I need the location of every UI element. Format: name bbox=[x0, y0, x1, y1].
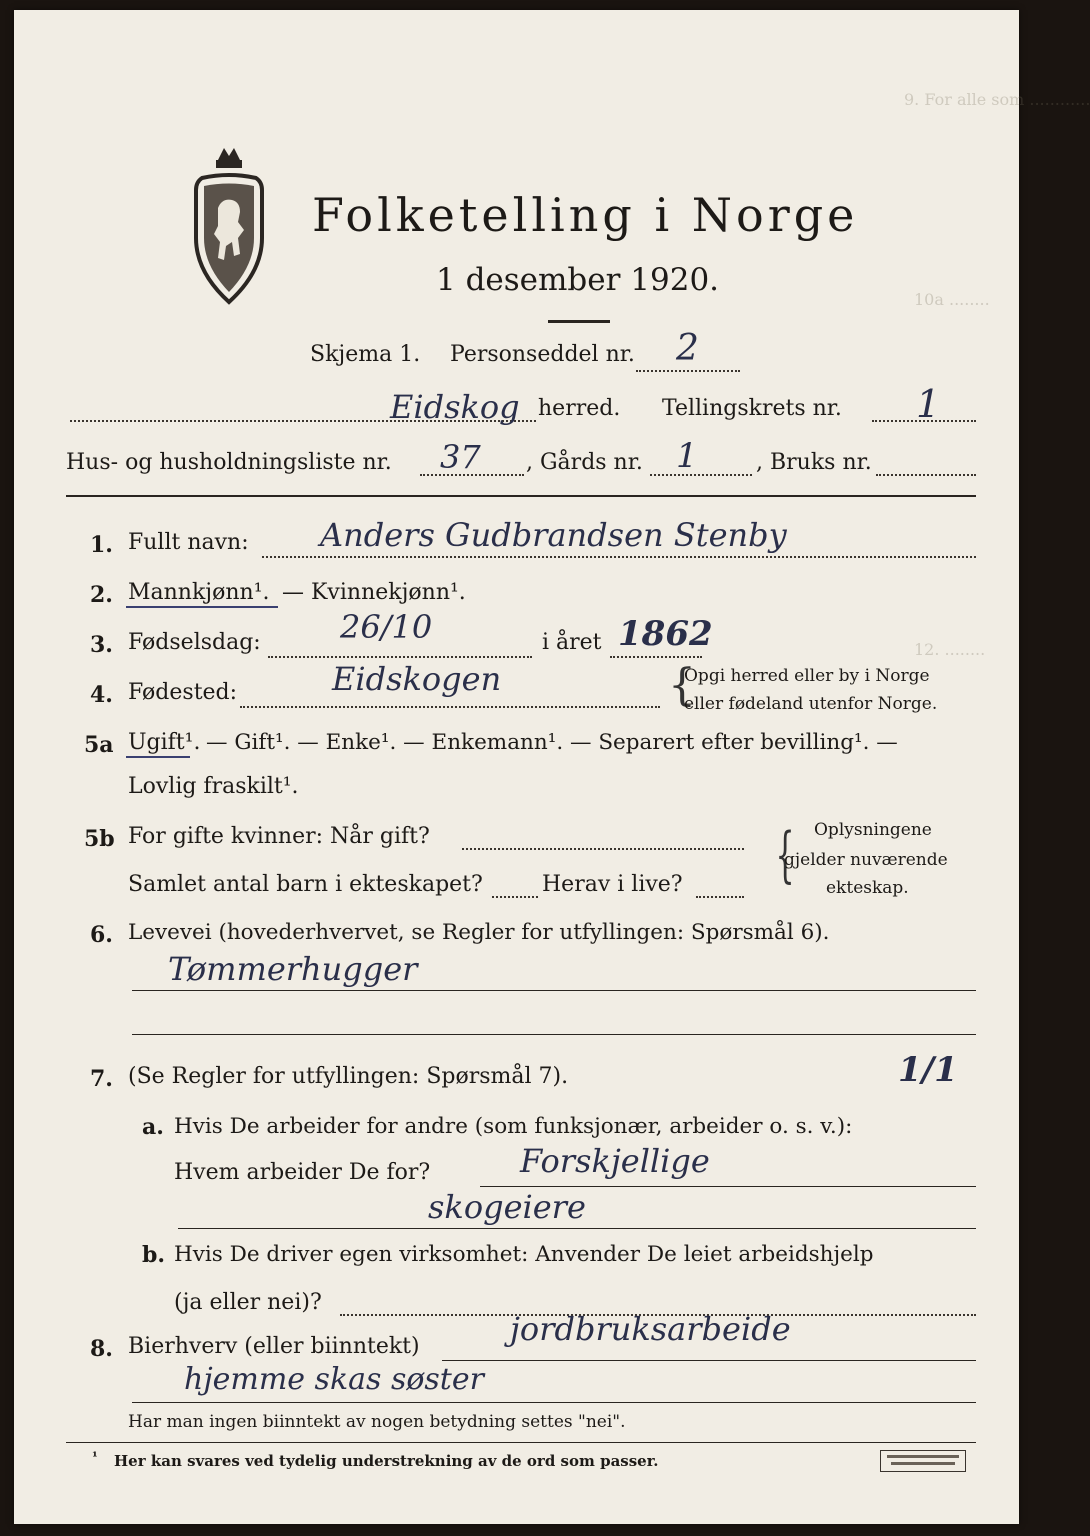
bleed-through: 10a ........ bbox=[914, 290, 990, 309]
q7a-letter: a. bbox=[142, 1114, 164, 1140]
q6-line1 bbox=[132, 990, 976, 991]
q3-field bbox=[268, 656, 532, 658]
q7b-label2: (ja eller nei)? bbox=[174, 1290, 322, 1315]
q7a-line2 bbox=[178, 1228, 976, 1229]
q8-number: 8. bbox=[90, 1336, 113, 1362]
q6-number: 6. bbox=[90, 922, 113, 948]
q4-note2: eller fødeland utenfor Norge. bbox=[684, 694, 938, 714]
q4-field bbox=[240, 706, 660, 708]
q5a-number: 5a bbox=[84, 732, 114, 758]
q5b-note3: ekteskap. bbox=[826, 878, 909, 898]
q8-note: Har man ingen biinntekt av nogen betydning settes "nei". bbox=[128, 1412, 626, 1432]
q7-label: (Se Regler for utfyllingen: Spørsmål 7). bbox=[128, 1064, 569, 1089]
q5b-label2: Samlet antal barn i ekteskapet? bbox=[128, 872, 483, 897]
q3-value: 26/10 bbox=[340, 608, 433, 646]
bruks-field bbox=[876, 474, 976, 476]
q1-value: Anders Gudbrandsen Stenby bbox=[320, 516, 787, 554]
footnote-divider bbox=[66, 1442, 976, 1443]
q7a-value2: skogeiere bbox=[428, 1188, 586, 1226]
q5b-married-field bbox=[462, 848, 744, 850]
q2-male-underline bbox=[126, 606, 278, 608]
q1-number: 1. bbox=[90, 532, 113, 558]
tellingskrets-label: Tellingskrets nr. bbox=[662, 396, 842, 421]
tellingskrets-value: 1 bbox=[916, 382, 941, 426]
norway-coat-of-arms-icon bbox=[188, 142, 270, 312]
q2-female: — Kvinnekjønn¹. bbox=[282, 580, 466, 605]
gards-value: 1 bbox=[676, 436, 698, 476]
q5a-line2: Lovlig fraskilt¹. bbox=[128, 774, 299, 799]
bleed-through: 12. ........ bbox=[914, 640, 986, 659]
footnote-mark: ¹ bbox=[92, 1450, 98, 1465]
q4-value: Eidskogen bbox=[332, 660, 502, 698]
personseddel-label: Personseddel nr. bbox=[450, 342, 635, 367]
q5b-alive-field bbox=[696, 896, 744, 898]
q4-note1: Opgi herred eller by i Norge bbox=[684, 666, 930, 686]
q8-line1 bbox=[442, 1360, 976, 1361]
q7b-label: Hvis De driver egen virksomhet: Anvender De leiet arbeidshjelp bbox=[174, 1242, 874, 1267]
skjema-label: Skjema 1. bbox=[310, 342, 421, 367]
q5b-note1: Oplysningene bbox=[814, 820, 932, 840]
q7a-value1: Forskjellige bbox=[520, 1142, 710, 1180]
q5a-ugift: Ugift¹. bbox=[128, 730, 201, 755]
herred-value: Eidskog bbox=[390, 388, 520, 426]
q8-value2: hjemme skas søster bbox=[184, 1362, 484, 1397]
gards-label: , Gårds nr. bbox=[526, 450, 643, 475]
personseddel-field bbox=[636, 370, 740, 372]
q5b-children-field bbox=[492, 896, 538, 898]
q5a-options: — Gift¹. — Enke¹. — Enkemann¹. — Separert efter bevilling¹. — bbox=[206, 730, 898, 755]
footnote-text: Her kan svares ved tydelig understrekning av de ord som passer. bbox=[114, 1452, 659, 1470]
husliste-value: 37 bbox=[440, 438, 481, 476]
q5b-brace: { bbox=[775, 820, 795, 890]
census-form bbox=[14, 10, 1090, 1524]
q7-mark: 1/1 bbox=[898, 1050, 958, 1090]
q7-number: 7. bbox=[90, 1066, 113, 1092]
herred-label: herred. bbox=[538, 396, 621, 421]
bleed-through: 9. For alle som ............ bbox=[904, 90, 1090, 109]
q1-label: Fullt navn: bbox=[128, 530, 249, 555]
q3-year-label: i året bbox=[542, 630, 602, 655]
q8-line2 bbox=[132, 1402, 976, 1403]
q7a-label: Hvis De arbeider for andre (som funksjonær, arbeider o. s. v.): bbox=[174, 1114, 853, 1139]
q8-label: Bierhverv (eller biinntekt) bbox=[128, 1334, 420, 1359]
q6-value: Tømmerhugger bbox=[168, 950, 418, 988]
form-title: Folketelling i Norge bbox=[312, 188, 859, 242]
gards-field bbox=[650, 474, 752, 476]
q7a-label2: Hvem arbeider De for? bbox=[174, 1160, 431, 1185]
q4-label: Fødested: bbox=[128, 680, 238, 705]
q3-number: 3. bbox=[90, 632, 113, 658]
q5b-label1: For gifte kvinner: Når gift? bbox=[128, 824, 430, 849]
q2-male: Mannkjønn¹. bbox=[128, 580, 270, 605]
q1-field bbox=[262, 556, 976, 558]
q5a-ugift-underline bbox=[126, 756, 190, 758]
q3-year-field bbox=[610, 656, 702, 658]
q3-year-value: 1862 bbox=[618, 614, 713, 654]
q5b-note2: gjelder nuværende bbox=[784, 850, 948, 870]
q7b-letter: b. bbox=[142, 1242, 166, 1268]
bruks-label: , Bruks nr. bbox=[756, 450, 872, 475]
husliste-label: Hus- og husholdningsliste nr. bbox=[66, 450, 392, 475]
q2-number: 2. bbox=[90, 582, 113, 608]
q6-label: Levevei (hovederhvervet, se Regler for utfyllingen: Spørsmål 6). bbox=[128, 920, 830, 945]
q7a-line1 bbox=[480, 1186, 976, 1187]
q5b-number: 5b bbox=[84, 826, 115, 852]
personseddel-value: 2 bbox=[676, 328, 699, 369]
q4-number: 4. bbox=[90, 682, 113, 708]
q6-line2 bbox=[132, 1034, 976, 1035]
header-divider bbox=[66, 495, 976, 497]
q8-value1: jordbruksarbeide bbox=[510, 1310, 791, 1348]
q3-label: Fødselsdag: bbox=[128, 630, 261, 655]
form-date: 1 desember 1920. bbox=[436, 262, 720, 298]
q4-brace: { bbox=[668, 660, 696, 711]
printer-stamp-icon bbox=[880, 1450, 966, 1472]
q5b-label3: Herav i live? bbox=[542, 872, 683, 897]
title-divider bbox=[548, 320, 610, 323]
